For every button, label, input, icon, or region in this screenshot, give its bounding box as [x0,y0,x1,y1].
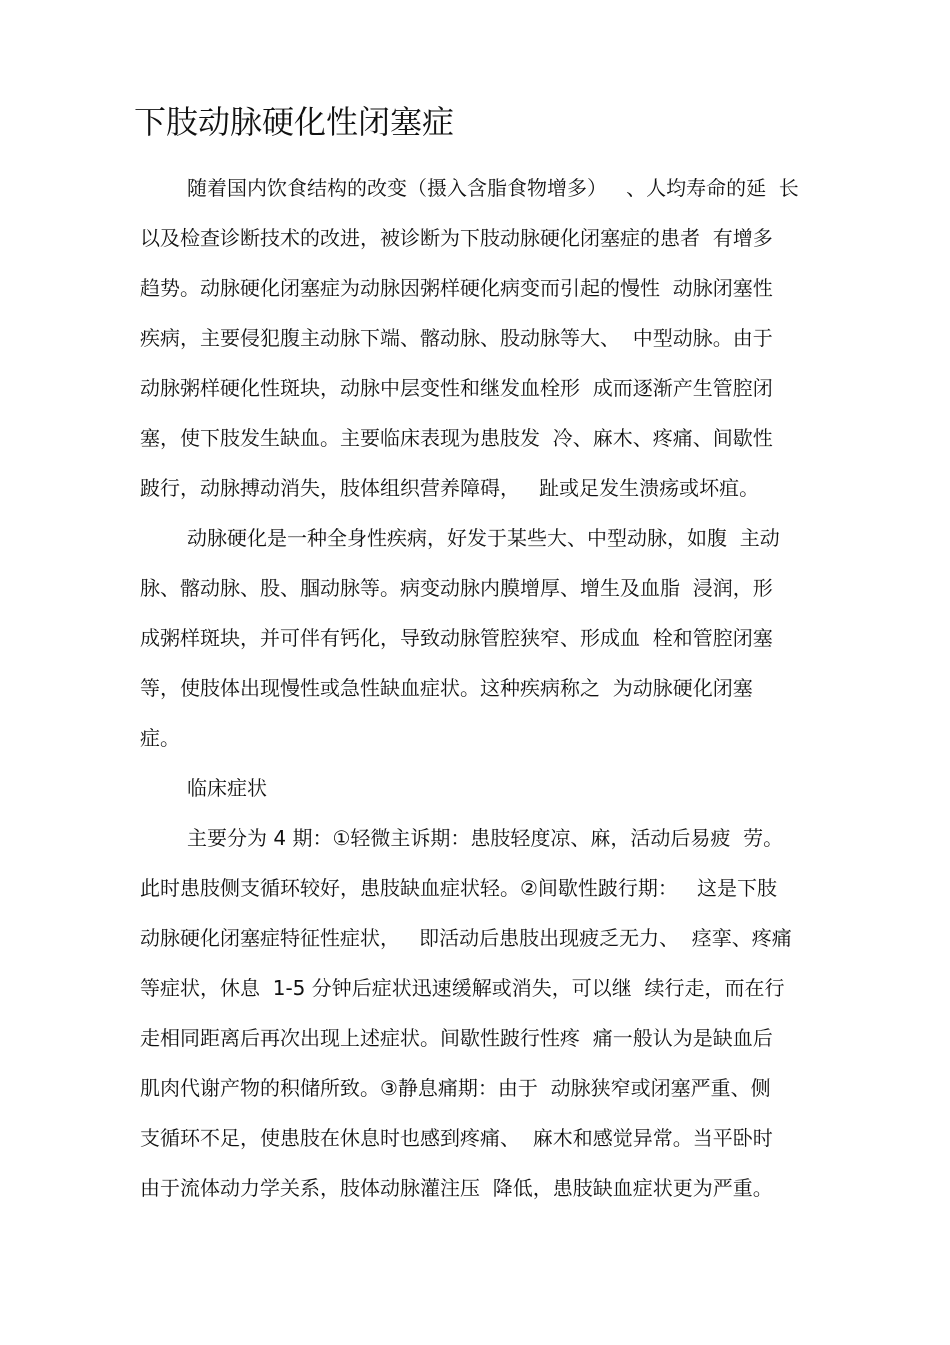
paragraph-line: 疾病，主要侵犯腹主动脉下端、髂动脉、股动脉等大、 中型动脉。由于 [140,326,773,350]
paragraph-line: 以及检查诊断技术的改进，被诊断为下肢动脉硬化闭塞症的患者 有增多 [140,226,773,250]
paragraph-line: 随着国内饮食结构的改变（摄入含脂食物增多） 、人均寿命的延 长 [187,176,799,200]
paragraph-line: 动脉硬化闭塞症特征性症状， 即活动后患肢出现疲乏无力、 痉挛、疼痛 [140,926,792,950]
paragraph-line: 由于流体动力学关系，肢体动脉灌注压 降低，患肢缺血症状更为严重。 [140,1176,773,1200]
paragraph-line: 跛行，动脉搏动消失，肢体组织营养障碍， 趾或足发生溃疡或坏疽。 [140,476,760,500]
section-heading: 临床症状 [187,776,267,800]
paragraph-line: 等症状，休息 1-5 分钟后症状迅速缓解或消失，可以继 续行走，而在行 [140,976,785,1000]
paragraph-line: 此时患肢侧支循环较好，患肢缺血症状轻。②间歇性跛行期： 这是下肢 [140,876,778,900]
paragraph-line: 动脉粥样硬化性斑块，动脉中层变性和继发血栓形 成而逐渐产生管腔闭 [140,376,773,400]
paragraph-line: 肌肉代谢产物的积储所致。③静息痛期：由于 动脉狭窄或闭塞严重、侧 [140,1076,771,1100]
paragraph-line: 症。 [140,726,180,750]
paragraph-line: 走相同距离后再次出现上述症状。间歇性跛行性疼 痛一般认为是缺血后 [140,1026,773,1050]
paragraph-line: 成粥样斑块，并可伴有钙化，导致动脉管腔狭窄、形成血 栓和管腔闭塞 [140,626,773,650]
document-title: 下肢动脉硬化性闭塞症 [134,103,455,141]
paragraph-line: 支循环不足，使患肢在休息时也感到疼痛、 麻木和感觉异常。当平卧时 [140,1126,773,1150]
paragraph-line: 动脉硬化是一种全身性疾病，好发于某些大、中型动脉，如腹 主动 [187,526,780,550]
paragraph-line: 主要分为 4 期：①轻微主诉期：患肢轻度凉、麻，活动后易疲 劳。 [187,826,784,850]
paragraph-line: 脉、髂动脉、股、腘动脉等。病变动脉内膜增厚、增生及血脂 浸润，形 [140,576,773,600]
paragraph-line: 塞，使下肢发生缺血。主要临床表现为患肢发 冷、麻木、疼痛、间歇性 [140,426,773,450]
paragraph-line: 趋势。动脉硬化闭塞症为动脉因粥样硬化病变而引起的慢性 动脉闭塞性 [140,276,773,300]
paragraph-line: 等，使肢体出现慢性或急性缺血症状。这种疾病称之 为动脉硬化闭塞 [140,676,753,700]
